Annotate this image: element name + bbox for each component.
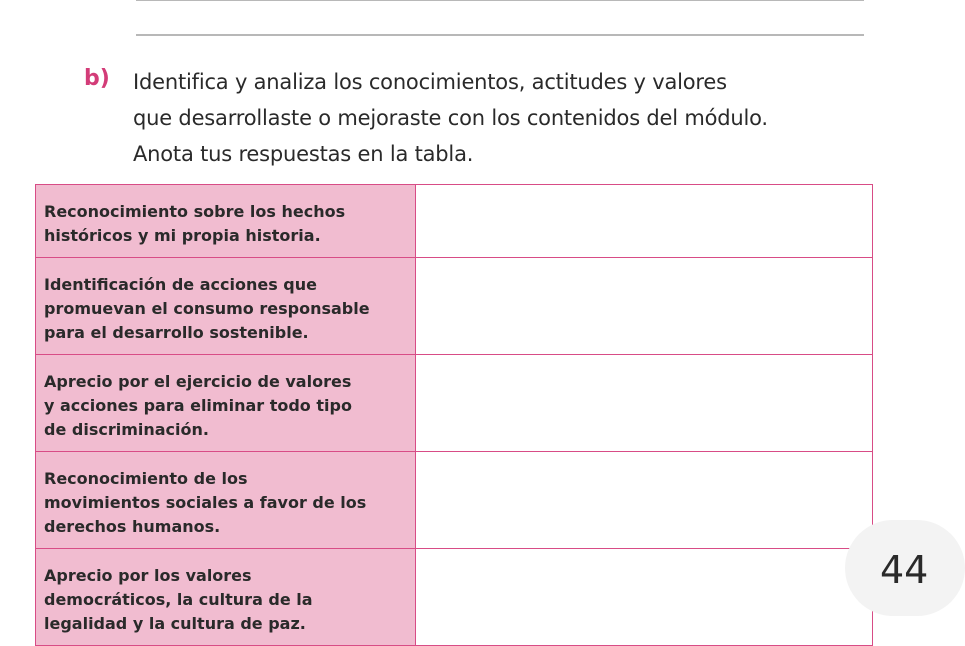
- prompt-cell: [36, 355, 416, 452]
- prompt-line: derechos humanos.: [44, 517, 221, 536]
- question-text: [133, 64, 893, 172]
- prompt-line: movimientos sociales a favor de los: [44, 493, 367, 512]
- question-line: Identifica y analiza los conocimientos, actitudes y valores: [133, 70, 727, 94]
- question-line: Anota tus respuestas en la tabla.: [133, 142, 474, 166]
- prompt-cell: [36, 258, 416, 355]
- prompt-line: promuevan el consumo responsable: [44, 299, 370, 318]
- prompt-line: Aprecio por el ejercicio de valores: [44, 372, 352, 391]
- prompt-line: Reconocimiento sobre los hechos: [44, 202, 346, 221]
- table-row: [36, 549, 873, 646]
- answer-cell[interactable]: [416, 355, 873, 452]
- table-row: [36, 355, 873, 452]
- prompt-line: Reconocimiento de los: [44, 469, 248, 488]
- writing-line-2: [136, 34, 864, 36]
- prompt-line: legalidad y la cultura de paz.: [44, 614, 306, 633]
- table-row: [36, 185, 873, 258]
- table-row: [36, 258, 873, 355]
- writing-line-1: [136, 0, 864, 1]
- prompt-line: y acciones para eliminar todo tipo: [44, 396, 352, 415]
- answer-cell[interactable]: [416, 185, 873, 258]
- prompt-line: de discriminación.: [44, 420, 209, 439]
- prompt-cell: [36, 549, 416, 646]
- prompt-line: Identificación de acciones que: [44, 275, 317, 294]
- page-number: 44: [880, 548, 929, 592]
- prompt-cell: [36, 452, 416, 549]
- question-marker: b): [84, 66, 110, 91]
- prompt-line: Aprecio por los valores: [44, 566, 252, 585]
- answer-cell[interactable]: [416, 258, 873, 355]
- prompt-line: para el desarrollo sostenible.: [44, 323, 309, 342]
- answer-cell[interactable]: [416, 549, 873, 646]
- prompt-cell: [36, 185, 416, 258]
- question-line: que desarrollaste o mejoraste con los contenidos del módulo.: [133, 106, 768, 130]
- prompt-line: democráticos, la cultura de la: [44, 590, 313, 609]
- table-row: [36, 452, 873, 549]
- prompt-line: históricos y mi propia historia.: [44, 226, 321, 245]
- answers-table: [35, 184, 873, 646]
- answer-cell[interactable]: [416, 452, 873, 549]
